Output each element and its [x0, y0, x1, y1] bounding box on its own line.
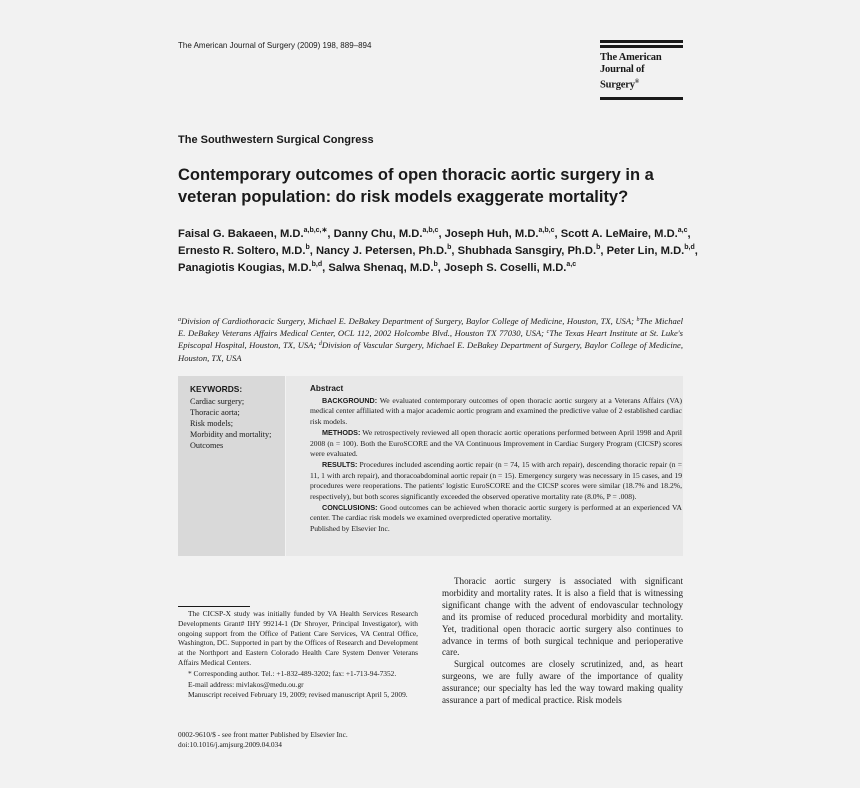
author: [178, 262, 322, 274]
journal-name: [600, 48, 683, 96]
author-affiliation-mark: b,d: [311, 261, 323, 268]
journal-name-line1: The American: [600, 52, 662, 63]
email-label: E-mail address:: [188, 679, 235, 689]
affiliation-text: The Texas Heart Institute at St. Luke's Episcopal Hospital, Houston, TX, USA;: [178, 328, 683, 351]
keyword-item: Outcomes: [190, 441, 224, 450]
author-name: Panagiotis Kougias, M.D.: [178, 262, 312, 274]
affiliation-text: Division of Cardiothoracic Surgery, Michael E. DeBakey Department of Surgery, Baylor College of Medicine, Houston, TX, USA;: [181, 316, 637, 326]
keywords-box: [178, 376, 285, 556]
issn-doi: [178, 730, 418, 750]
author: [178, 228, 327, 240]
author-name: Joseph Huh, M.D.: [444, 228, 539, 240]
abstract-box: [286, 376, 683, 556]
footnotes: [178, 609, 418, 701]
journal-name-line2: Journal of Surgery: [600, 64, 645, 91]
author-affiliation-mark: a,b,c: [538, 227, 555, 234]
abstract-section: [310, 460, 682, 503]
keyword-item: Thoracic aorta;: [190, 408, 240, 417]
abstract-sections: [310, 396, 682, 524]
affiliation-text: Division of Vascular Surgery, Michael E. DeBakey Department of Surgery, Baylor College of Medicine, Houston, TX, USA: [178, 340, 683, 363]
author-name: Danny Chu, M.D.: [333, 228, 423, 240]
abstract-heading: Abstract: [310, 384, 344, 393]
author-name: Faisal G. Bakaeen, M.D.: [178, 228, 304, 240]
footnote-received: Manuscript received February 19, 2009; revised manuscript April 5, 2009.: [188, 690, 408, 700]
keyword-item: Morbidity and mortality;: [190, 430, 272, 439]
email-link[interactable]: mivlakos@medu.ou.gr: [236, 679, 304, 689]
keywords-heading: KEYWORDS:: [190, 384, 243, 394]
logo-rule-bottom: [600, 97, 683, 100]
issn-line: 0002-9610/$ - see front matter Published by Elsevier Inc.: [178, 730, 348, 739]
logo-rule-top: [600, 40, 683, 43]
body-paragraph: Thoracic aortic surgery is associated with significant morbidity and mortality rates. It is also a field that is witnessing significant change with the advent of endovascular technology and its promise of reduced procedural morbidity and mortality. Yet, traditional open thoracic aortic surgery also continues to advance in terms of both surgical technique and perioperative care.: [442, 576, 683, 658]
doi-line[interactable]: doi:10.1016/j.amjsurg.2009.04.034: [178, 740, 282, 749]
affiliation-text: The Michael E. DeBakey Veterans Affairs Medical Center, OCL 112, 2002 Holcombe Blvd., Houston TX 77030, USA;: [178, 316, 683, 339]
body-column: [442, 576, 683, 707]
abstract-section: [310, 428, 682, 460]
abstract-label: METHODS:: [322, 427, 361, 437]
abstract-section: [310, 503, 682, 524]
author-name: Salwa Shenaq, M.D.: [328, 262, 434, 274]
author-list: Faisal G. Bakaeen, M.D.$^{a,b,c,∗}$, Danny Chu, M.D.$^{a,b,c}$, Joseph Huh, M.D.$^{a,b,c}$, Scott A. LeMaire, M.D.$^{a,c}$, Ernesto R. Soltero, M.D.$^b$, Nancy J. Petersen, Ph.D.$^b$, Shubhada Sansgiry, Ph.D.$^b$, Peter Lin, M.D.$^{b,d}$, Panagiotis Kougias, M.D.$^{b,d}$, Salwa Shenaq, M.D.$^b$, Joseph S. Coselli, M.D.$^{a,c}$: [178, 227, 698, 274]
author-name: Shubhada Sansgiry, Ph.D.: [457, 245, 597, 257]
abstract-section: [310, 396, 682, 428]
abstract-content: [310, 384, 682, 535]
affiliation-mark: d: [318, 341, 322, 348]
author: [445, 228, 555, 240]
abstract-text: We evaluated contemporary outcomes of open thoracic aortic surgery at a Veterans Affairs (VA) medical center affiliated with a major academic aortic program and examined the predictive value of 2 established cardiac risk models.: [310, 395, 682, 427]
author-affiliation-mark: b: [447, 244, 452, 251]
author-name: Peter Lin, M.D.: [606, 245, 685, 257]
running-head: The American Journal of Surgery (2009) 198, 889–894: [178, 41, 372, 50]
body-paragraph: Surgical outcomes are closely scrutinized, and, as heart surgeons, we are fully aware of the importance of quality assurance; our specialty has led the way toward making quality assurance a part of medical practice. Risk models: [442, 659, 683, 706]
footnote-email: [178, 680, 418, 690]
keyword-item: Cardiac surgery;: [190, 397, 245, 406]
author: [444, 262, 576, 274]
keywords-list: [178, 396, 285, 451]
footnote-corresponding: * Corresponding author. Tel.: +1-832-489-3202; fax: +1-713-94-7352.: [188, 668, 397, 678]
abstract-text: We retrospectively reviewed all open thoracic aortic operations performed between April 1998 and April 2008 (n = 100). Both the EuroSCORE and the VA Continuous Improvement in Cardiac Surgery Program (CICSP) scores were evaluated.: [310, 427, 683, 459]
footnote-rule: [178, 606, 250, 607]
author: [178, 245, 310, 257]
author-affiliation-mark: a,c: [677, 227, 688, 234]
author-name: Scott A. LeMaire, M.D.: [560, 228, 678, 240]
section-heading: The Southwestern Surgical Congress: [178, 134, 374, 146]
abstract-copyright: Published by Elsevier Inc.: [310, 524, 390, 534]
abstract-label: BACKGROUND:: [322, 395, 378, 405]
author: [458, 245, 601, 257]
abstract-label: RESULTS:: [322, 459, 358, 469]
author-name: Nancy J. Petersen, Ph.D.: [315, 245, 448, 257]
keyword-item: Risk models;: [190, 419, 233, 428]
author-affiliation-mark: b,d: [684, 244, 695, 251]
author-affiliation-mark: b: [596, 244, 601, 251]
author: [607, 245, 695, 257]
author: [316, 245, 451, 257]
abstract-text: Procedures included ascending aortic repair (n = 74, 15 with arch repair), descending thoracic repair (n = 11, 1 with arch repair), and thoracoabdominal aortic repair (n = 15). Emergency surgery was necessary in 15 cases, and 19 procedures were reoperations. The patients' logistic EuroSCORE and the CICSP scores were similar (18.7% and 18.2%, respectively), but both scores significantly exceeded the observed operative mortality rate (8.0%, P = .008).: [310, 459, 682, 502]
affiliation-mark: b: [636, 317, 640, 323]
abstract-text: Good outcomes can be achieved when thoracic aortic surgery is performed at an experienced VA center. The cardiac risk models we examined overpredicted operative mortality.: [310, 502, 682, 523]
affiliations: [178, 315, 683, 364]
author-name: Ernesto R. Soltero, M.D.: [178, 245, 306, 257]
article-title: Contemporary outcomes of open thoracic aortic surgery in a veteran population: do risk models exaggerate mortality?: [178, 166, 654, 206]
affiliation-mark: a: [178, 317, 181, 323]
author: [328, 262, 437, 274]
author: [561, 228, 688, 240]
registered-mark: ®: [634, 79, 640, 85]
author-affiliation-mark: a,b,c,∗: [303, 227, 328, 234]
author-affiliation-mark: b: [305, 244, 310, 251]
author-affiliation-mark: a,c: [566, 261, 577, 268]
journal-logo: [600, 40, 683, 100]
author-affiliation-mark: a,b,c: [422, 227, 439, 234]
abstract-label: CONCLUSIONS:: [322, 502, 378, 512]
footnote-funding: The CICSP-X study was initially funded by VA Health Services Research Developments Grant# IHY 99214-1 (Dr Shroyer, Principal Investigator), with ongoing support from the Office of Patient Care Services, VA Central Office, Washington, DC. Supported in part by the Offices of Research and Development at the Northport and Eastern Colorado Health Care System Denver Veterans Affairs Medical Centers.: [178, 609, 418, 667]
author: [334, 228, 439, 240]
author-name: Joseph S. Coselli, M.D.: [443, 262, 567, 274]
affiliation-mark: c: [546, 329, 550, 336]
author-affiliation-mark: b: [433, 261, 438, 268]
